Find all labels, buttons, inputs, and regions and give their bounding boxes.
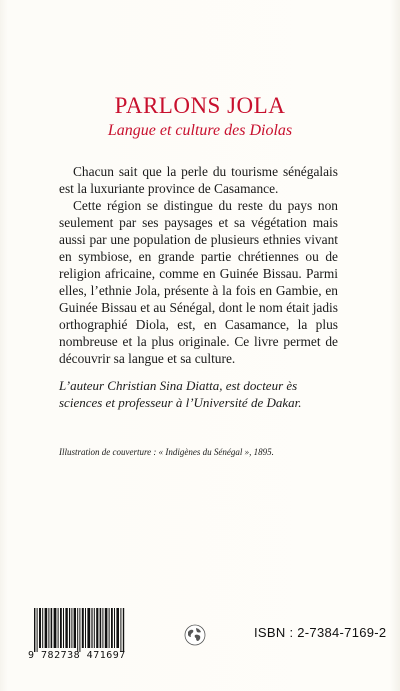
description-paragraph-1: Chacun sait que la perle du tourisme sénégalais est la luxuriante province de Casamance. [59, 164, 338, 196]
author-note: L’auteur Christian Sina Diatta, est docteur ès sciences et professeur à l’Université de Dakar. [59, 378, 302, 410]
illustration-credit: Illustration de couverture : « Indigènes du Sénégal », 1895. [59, 447, 274, 457]
book-subtitle: Langue et culture des Diolas [107, 122, 293, 139]
description-paragraph-2: Cette région se distingue du reste du pays non seulement par ses paysages et sa végétation mais aussi par une population de plusieurs ethnies vivant en symbiose, en grande partie chrétiennes ou de religion africaine, comme en Guinée Bissau. Parmi elles, l’ethnie Jola, présente à la fois en Gambie, en Guinée Bissau et au Sénégal, dont le nom était jadis orthographié Diola, est, en Casamance, la plus nombreuse et la plus originale. Ce livre permet de découvrir sa langue et sa culture. [59, 198, 338, 366]
isbn-number: ISBN : 2-7384-7169-2 [254, 625, 387, 640]
barcode-icon [34, 608, 126, 652]
book-title: PARLONS JOLA [114, 93, 286, 118]
globe-icon [184, 624, 206, 646]
barcode-number: 9 782738 471697 [28, 650, 126, 661]
